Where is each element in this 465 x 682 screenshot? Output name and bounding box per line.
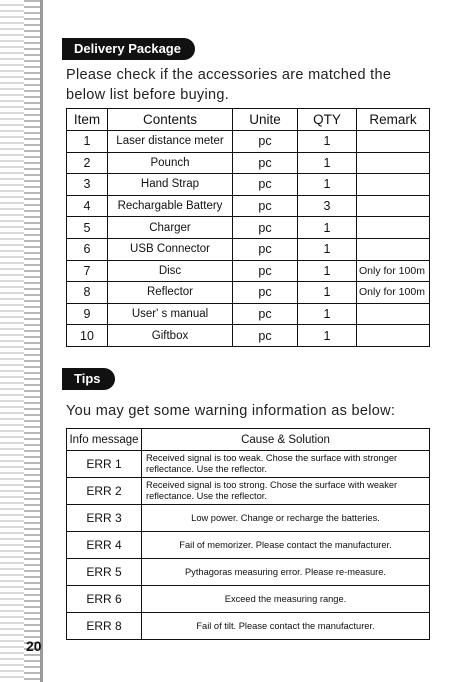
contents-cell: Pounch [108, 152, 233, 174]
delivery-heading: Delivery Package [66, 38, 195, 60]
item-cell: 8 [67, 282, 108, 304]
unite-cell: pc [233, 131, 298, 153]
remark-cell: Only for 100m [357, 260, 430, 282]
warning-table [66, 428, 430, 640]
table-row [67, 195, 430, 217]
qty-cell: 1 [298, 238, 357, 260]
ruler-ticks [0, 0, 26, 682]
col-cause-solution: Cause & Solution [142, 429, 430, 451]
error-code: ERR 1 [67, 451, 142, 478]
table-row [67, 303, 430, 325]
tips-intro: You may get some warning information as below: [66, 403, 396, 419]
contents-cell: Disc [108, 260, 233, 282]
table-row [67, 586, 430, 613]
description-line: Received signal is too weak. Chose the surface with stronger [146, 453, 398, 463]
remark-cell [357, 195, 430, 217]
qty-cell: 1 [298, 152, 357, 174]
remark-cell [357, 152, 430, 174]
contents-cell: Rechargable Battery [108, 195, 233, 217]
delivery-intro-line2: below list before buying. [66, 87, 230, 103]
description-line: reflectance. Use the reflector. [146, 464, 267, 474]
item-cell: 3 [67, 174, 108, 196]
col-remark: Remark [357, 109, 430, 131]
col-item: Item [67, 109, 108, 131]
unite-cell: pc [233, 282, 298, 304]
error-code: ERR 2 [67, 478, 142, 505]
remark-cell [357, 131, 430, 153]
description-line: reflectance. Use the reflector. [146, 491, 267, 501]
error-description [142, 451, 430, 478]
qty-cell: 1 [298, 217, 357, 239]
qty-cell: 1 [298, 131, 357, 153]
remark-cell: Only for 100m [357, 282, 430, 304]
col-unite: Unite [233, 109, 298, 131]
error-code: ERR 6 [67, 586, 142, 613]
item-cell: 10 [67, 325, 108, 347]
item-cell: 2 [67, 152, 108, 174]
error-description [142, 478, 430, 505]
tips-heading: Tips [66, 368, 115, 390]
col-qty: QTY [298, 109, 357, 131]
error-code: ERR 8 [67, 613, 142, 640]
table-row [67, 505, 430, 532]
error-description: Fail of tilt. Please contact the manufacturer. [142, 613, 430, 640]
delivery-table [66, 108, 430, 347]
table-row [67, 613, 430, 640]
table-row [67, 325, 430, 347]
col-info-message: Info message [67, 429, 142, 451]
page-number: 20 [26, 638, 42, 654]
delivery-intro [66, 65, 391, 105]
item-cell: 5 [67, 217, 108, 239]
item-cell: 9 [67, 303, 108, 325]
contents-cell: USB Connector [108, 238, 233, 260]
table-row [67, 217, 430, 239]
delivery-intro-line1: Please check if the accessories are matched the [66, 67, 392, 83]
table-row [67, 532, 430, 559]
item-cell: 7 [67, 260, 108, 282]
qty-cell: 1 [298, 282, 357, 304]
error-description: Low power. Change or recharge the batteries. [142, 505, 430, 532]
unite-cell: pc [233, 174, 298, 196]
remark-cell [357, 325, 430, 347]
item-cell: 4 [67, 195, 108, 217]
warning-table-header [67, 429, 430, 451]
error-description: Fail of memorizer. Please contact the manufacturer. [142, 532, 430, 559]
table-row [67, 174, 430, 196]
unite-cell: pc [233, 303, 298, 325]
description-line: Received signal is too strong. Chose the surface with weaker [146, 480, 398, 490]
unite-cell: pc [233, 217, 298, 239]
qty-cell: 1 [298, 303, 357, 325]
unite-cell: pc [233, 152, 298, 174]
item-cell: 6 [67, 238, 108, 260]
error-code: ERR 3 [67, 505, 142, 532]
remark-cell [357, 217, 430, 239]
table-row [67, 282, 430, 304]
unite-cell: pc [233, 325, 298, 347]
remark-cell [357, 174, 430, 196]
table-row [67, 478, 430, 505]
contents-cell: Reflector [108, 282, 233, 304]
error-description: Pythagoras measuring error. Please re-measure. [142, 559, 430, 586]
unite-cell: pc [233, 195, 298, 217]
remark-cell [357, 303, 430, 325]
qty-cell: 1 [298, 174, 357, 196]
table-row [67, 152, 430, 174]
table-row [67, 451, 430, 478]
table-row [67, 238, 430, 260]
table-row [67, 559, 430, 586]
qty-cell: 1 [298, 260, 357, 282]
unite-cell: pc [233, 260, 298, 282]
contents-cell: User' s manual [108, 303, 233, 325]
delivery-table-header [67, 109, 430, 131]
contents-cell: Giftbox [108, 325, 233, 347]
ruler-edge [40, 0, 43, 682]
error-description: Exceed the measuring range. [142, 586, 430, 613]
unite-cell: pc [233, 238, 298, 260]
qty-cell: 3 [298, 195, 357, 217]
binding-ruler [0, 0, 42, 682]
col-contents: Contents [108, 109, 233, 131]
table-row [67, 131, 430, 153]
qty-cell: 1 [298, 325, 357, 347]
remark-cell [357, 238, 430, 260]
contents-cell: Laser distance meter [108, 131, 233, 153]
contents-cell: Charger [108, 217, 233, 239]
table-row [67, 260, 430, 282]
error-code: ERR 5 [67, 559, 142, 586]
error-code: ERR 4 [67, 532, 142, 559]
contents-cell: Hand Strap [108, 174, 233, 196]
item-cell: 1 [67, 131, 108, 153]
